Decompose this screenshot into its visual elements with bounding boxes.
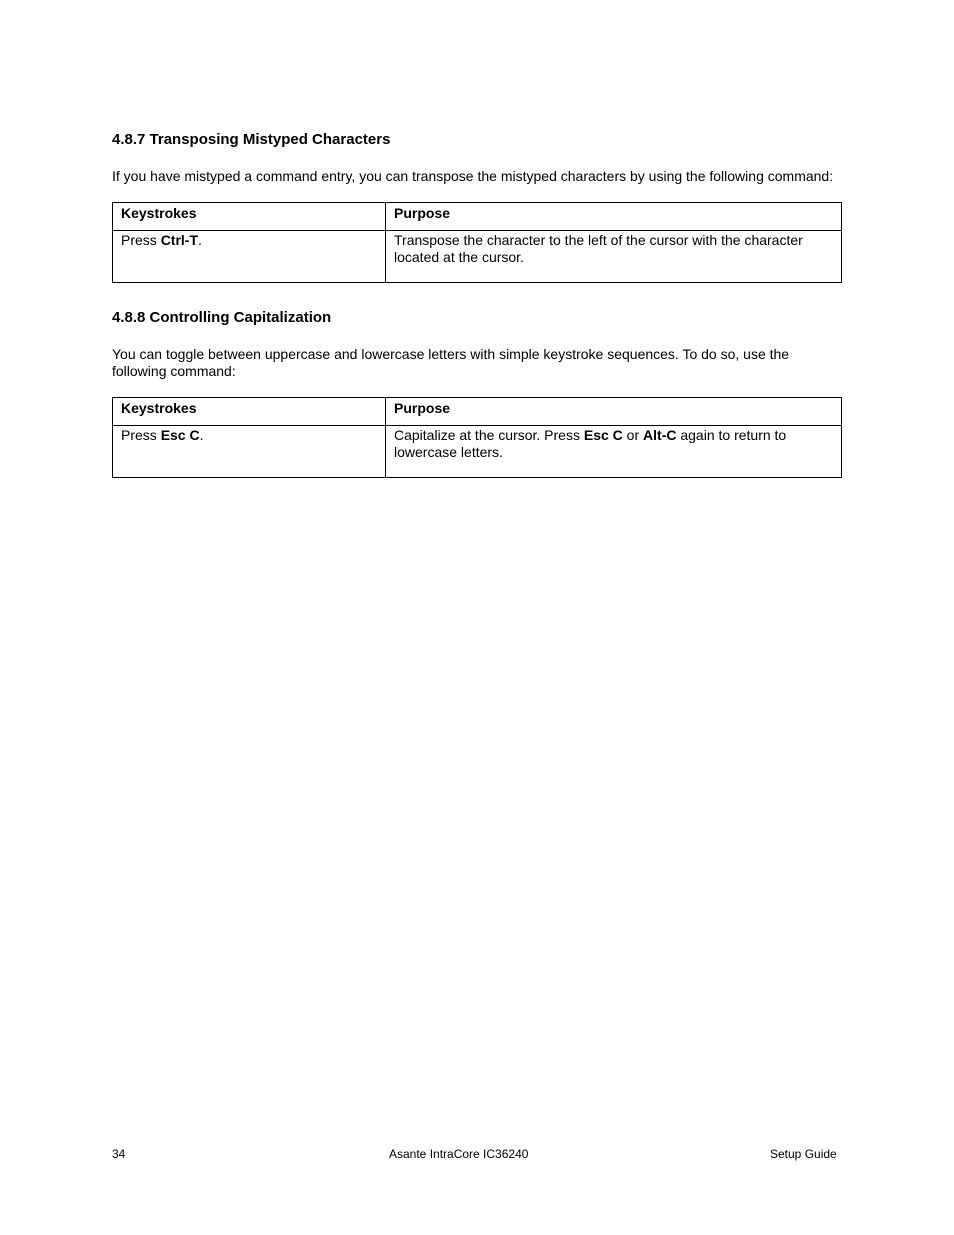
footer-document-type: Setup Guide (770, 1147, 837, 1161)
column-header-keystrokes: Keystrokes (113, 398, 386, 426)
section-intro-capitalization: You can toggle between uppercase and lowercase letters with simple keystroke sequences. To do so, use the following command: (112, 346, 790, 379)
keystroke-cell (113, 231, 386, 283)
section-heading-transposing: 4.8.7 Transposing Mistyped Characters (112, 131, 391, 148)
table-header-row (113, 398, 842, 426)
keystroke-table-capitalization (112, 397, 842, 478)
section-heading-capitalization: 4.8.8 Controlling Capitalization (112, 309, 332, 326)
keystroke-key: Esc C (160, 427, 200, 443)
table-row (113, 231, 842, 283)
keystroke-cell (113, 426, 386, 478)
keystroke-suffix: . (198, 232, 202, 248)
footer-product-name: Asante IntraCore IC36240 (389, 1147, 529, 1161)
purpose-text: again to return to lowercase letters. (394, 427, 787, 460)
column-header-purpose: Purpose (386, 203, 842, 231)
purpose-cell (386, 426, 842, 478)
table-header-row (113, 203, 842, 231)
purpose-text: Capitalize at the cursor. Press (394, 427, 584, 443)
keystroke-prefix: Press (121, 232, 161, 248)
section-intro-transposing: If you have mistyped a command entry, you can transpose the mistyped characters by using the following command: (112, 168, 834, 184)
purpose-key: Alt-C (643, 427, 677, 443)
column-header-keystrokes: Keystrokes (113, 203, 386, 231)
purpose-cell: Transpose the character to the left of the cursor with the character located at the cursor. (386, 231, 842, 283)
keystroke-key: Ctrl-T (160, 232, 199, 248)
table-row (113, 426, 842, 478)
purpose-text: or (622, 427, 644, 443)
keystroke-table-transposing (112, 202, 842, 283)
purpose-key: Esc C (583, 427, 623, 443)
footer-page-number: 34 (112, 1147, 126, 1161)
keystroke-suffix: . (199, 427, 204, 443)
column-header-purpose: Purpose (386, 398, 842, 426)
keystroke-prefix: Press (121, 427, 161, 443)
